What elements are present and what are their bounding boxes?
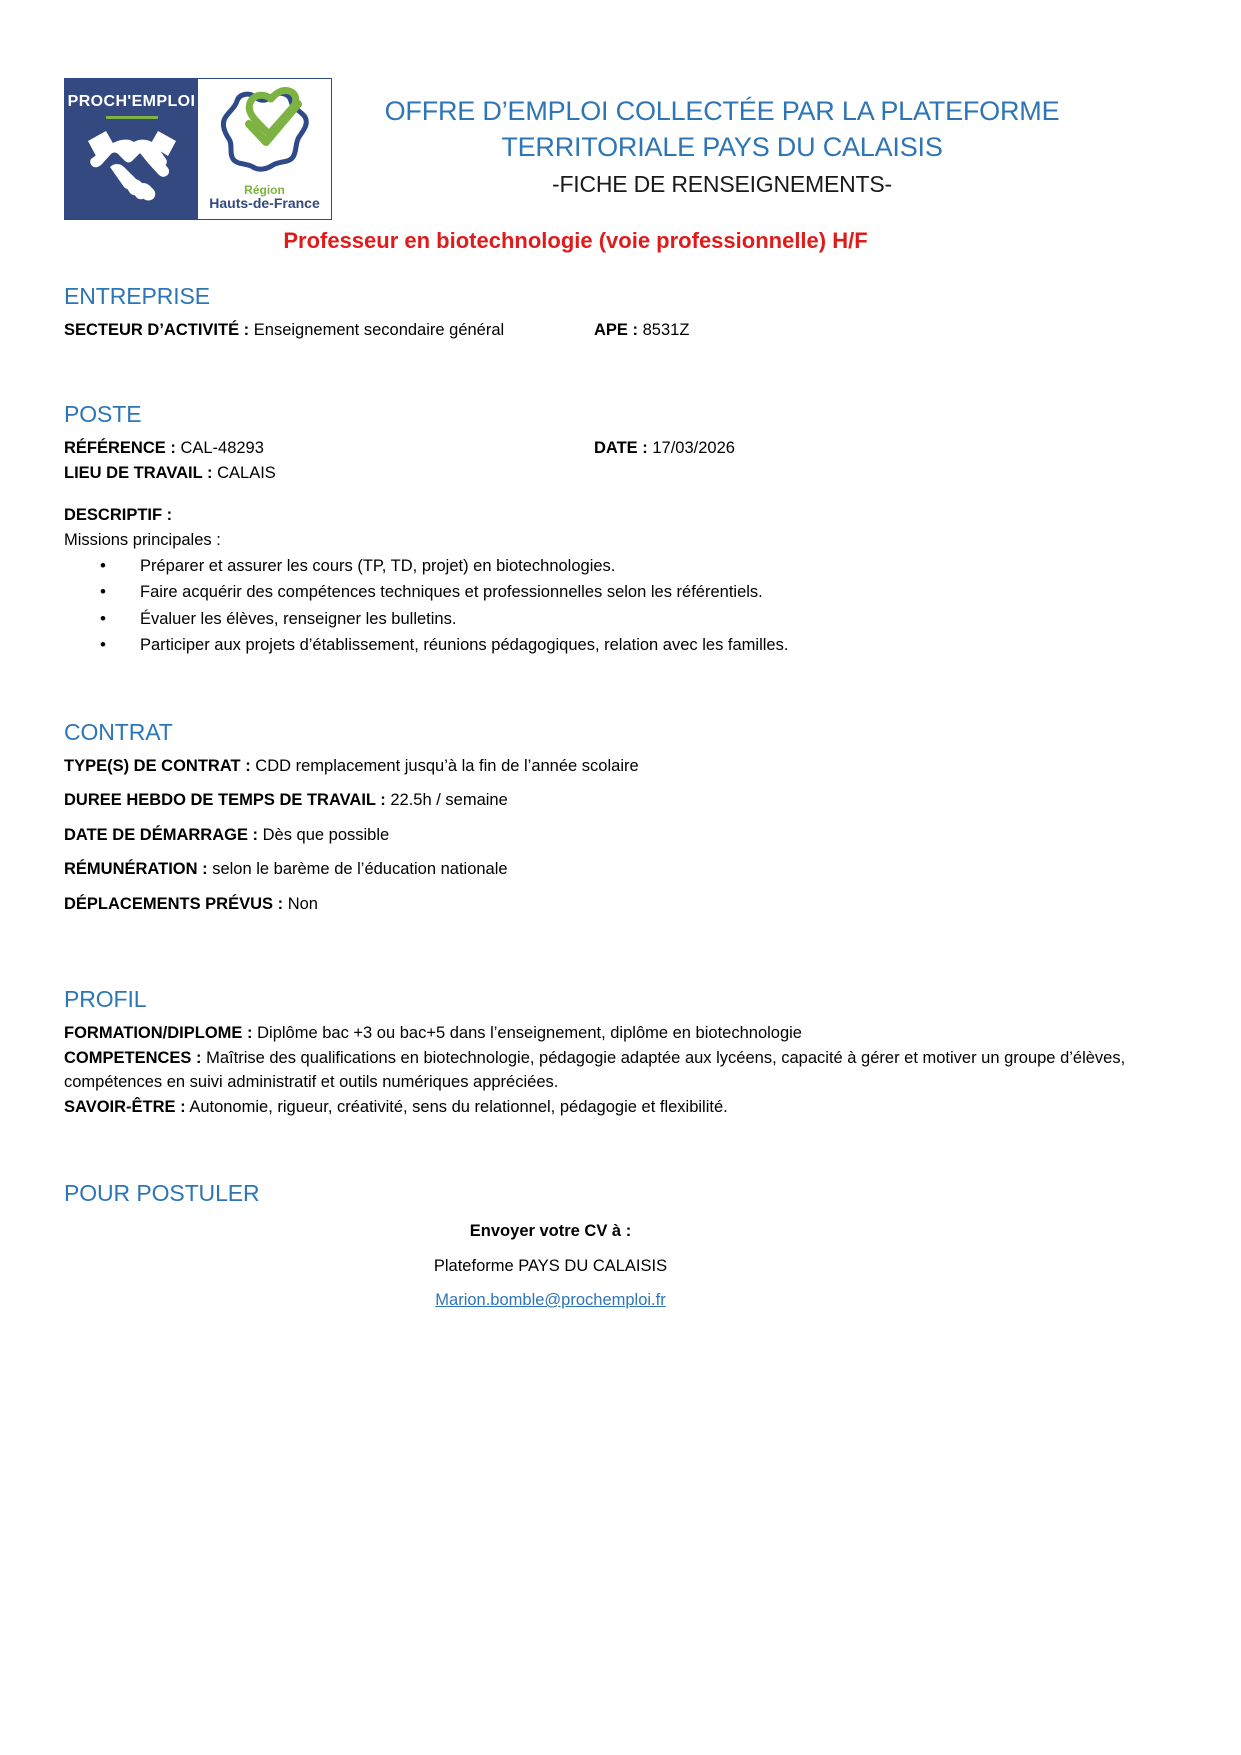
lieu-travail-value: CALAIS bbox=[217, 464, 276, 483]
spacer-after-profil bbox=[64, 1121, 1177, 1151]
proch-emploi-logo bbox=[64, 78, 332, 220]
date-demarrage-value: Dès que possible bbox=[262, 825, 390, 844]
header-title-line-2: TERRITORIALE PAYS DU CALAISIS bbox=[501, 131, 943, 162]
list-item: • Participer aux projets d’établissement, réunions pédagogiques, relation avec les familles. bbox=[64, 634, 1177, 657]
header-title-block bbox=[352, 72, 1092, 198]
region-line-2: Hauts-de-France bbox=[209, 195, 320, 212]
secteur-activite-value: Enseignement secondaire général bbox=[253, 320, 505, 339]
section-heading-contrat: CONTRAT bbox=[64, 719, 173, 746]
date-label: DATE : bbox=[594, 438, 648, 457]
reference-field bbox=[64, 437, 594, 460]
reference-label: RÉFÉRENCE : bbox=[64, 438, 176, 457]
missions-intro: Missions principales : bbox=[64, 531, 221, 550]
send-cv-text: Envoyer votre CV à : bbox=[469, 1222, 632, 1241]
header-subtitle: -FICHE DE RENSEIGNEMENTS- bbox=[551, 171, 893, 198]
job-title: Professeur en biotechnologie (voie professionnelle) H/F bbox=[283, 228, 868, 254]
remuneration-field bbox=[64, 858, 1177, 881]
formation-diplome-value: Diplôme bac +3 ou bac+5 dans l’enseignement, diplôme en biotechnologie bbox=[257, 1023, 802, 1042]
duree-hebdo-field bbox=[64, 789, 1177, 812]
handshake-icon bbox=[80, 123, 184, 206]
lieu-travail-label: LIEU DE TRAVAIL : bbox=[64, 464, 213, 483]
spacer-after-poste bbox=[64, 660, 1177, 690]
remuneration-value: selon le barème de l’éducation nationale bbox=[212, 860, 508, 879]
section-heading-entreprise: ENTREPRISE bbox=[64, 283, 210, 310]
secteur-activite-field bbox=[64, 319, 594, 342]
ape-field bbox=[594, 319, 1177, 342]
missions-list bbox=[64, 555, 1177, 658]
competences-field bbox=[64, 1047, 1177, 1094]
list-item: • Faire acquérir des compétences techniques et professionnelles selon les référentiels. bbox=[64, 581, 1177, 604]
date-demarrage-field bbox=[64, 824, 1177, 847]
date-value: 17/03/2026 bbox=[652, 438, 735, 457]
deplacements-field bbox=[64, 893, 1177, 916]
date-field bbox=[594, 437, 1177, 460]
type-contrat-label: TYPE(S) DE CONTRAT : bbox=[64, 757, 251, 776]
list-item: • Préparer et assurer les cours (TP, TD, projet) en biotechnologies. bbox=[64, 555, 1177, 578]
poste-reference-row bbox=[64, 437, 1177, 460]
savoir-etre-value: Autonomie, rigueur, créativité, sens du relationnel, pédagogie et flexibilité. bbox=[189, 1098, 728, 1117]
brand-name-text: PROCH'EMPLOI bbox=[67, 93, 196, 110]
list-item: • Évaluer les élèves, renseigner les bulletins. bbox=[64, 608, 1177, 631]
ape-value: 8531Z bbox=[642, 320, 690, 339]
page-header bbox=[0, 0, 1241, 212]
formation-diplome-label: FORMATION/DIPLOME : bbox=[64, 1023, 253, 1042]
apply-block bbox=[64, 1220, 1177, 1312]
duree-hebdo-value: 22.5h / semaine bbox=[390, 791, 508, 810]
deplacements-label: DÉPLACEMENTS PRÉVUS : bbox=[64, 894, 284, 913]
region-label bbox=[198, 184, 331, 211]
formation-diplome-field bbox=[64, 1022, 1177, 1045]
descriptif-label: DESCRIPTIF : bbox=[64, 505, 173, 524]
contact-email-link[interactable] bbox=[64, 1289, 1037, 1312]
region-hauts-de-france-logo bbox=[198, 79, 331, 219]
spacer-before-descriptif bbox=[64, 488, 1177, 504]
savoir-etre-label: SAVOIR-ÊTRE : bbox=[64, 1098, 186, 1117]
competences-value: Maîtrise des qualifications en biotechnologie, pédagogie adaptée aux lycéens, capacité à gérer et motiver un groupe d’élèves, compétences en suivi administratif et outils numériques appréciées. bbox=[64, 1049, 1126, 1091]
section-heading-poste: POSTE bbox=[64, 401, 142, 428]
section-heading-profil: PROFIL bbox=[64, 986, 147, 1013]
lieu-travail-field bbox=[64, 462, 1177, 485]
savoir-etre-field bbox=[64, 1096, 1177, 1119]
competences-label: COMPETENCES : bbox=[64, 1049, 202, 1068]
secteur-activite-label: SECTEUR D’ACTIVITÉ : bbox=[64, 320, 250, 339]
brand-underline bbox=[106, 116, 158, 119]
ape-label: APE : bbox=[594, 320, 639, 339]
date-demarrage-label: DATE DE DÉMARRAGE : bbox=[64, 825, 259, 844]
region-line-1: Région bbox=[244, 182, 285, 197]
type-contrat-field bbox=[64, 755, 1177, 778]
reference-value: CAL-48293 bbox=[180, 438, 264, 457]
header-title-line-1: OFFRE D’EMPLOI COLLECTÉE PAR LA PLATEFORME bbox=[384, 96, 1060, 126]
remuneration-label: RÉMUNÉRATION : bbox=[64, 860, 208, 879]
platform-name: Plateforme PAYS DU CALAISIS bbox=[433, 1256, 668, 1275]
contact-email-text[interactable]: Marion.bomble@prochemploi.fr bbox=[435, 1290, 666, 1309]
type-contrat-value: CDD remplacement jusqu’à la fin de l’année scolaire bbox=[255, 757, 639, 776]
logo-brand-panel bbox=[65, 79, 198, 219]
duree-hebdo-label: DUREE HEBDO DE TEMPS DE TRAVAIL : bbox=[64, 791, 386, 810]
deplacements-value: Non bbox=[287, 894, 318, 913]
spacer-after-contrat bbox=[64, 927, 1177, 957]
france-outline-check-icon bbox=[209, 85, 321, 186]
entreprise-row bbox=[64, 319, 1177, 342]
section-heading-pour-postuler: POUR POSTULER bbox=[64, 1180, 260, 1207]
document-body bbox=[0, 280, 1241, 1312]
spacer-after-entreprise bbox=[64, 344, 1177, 374]
